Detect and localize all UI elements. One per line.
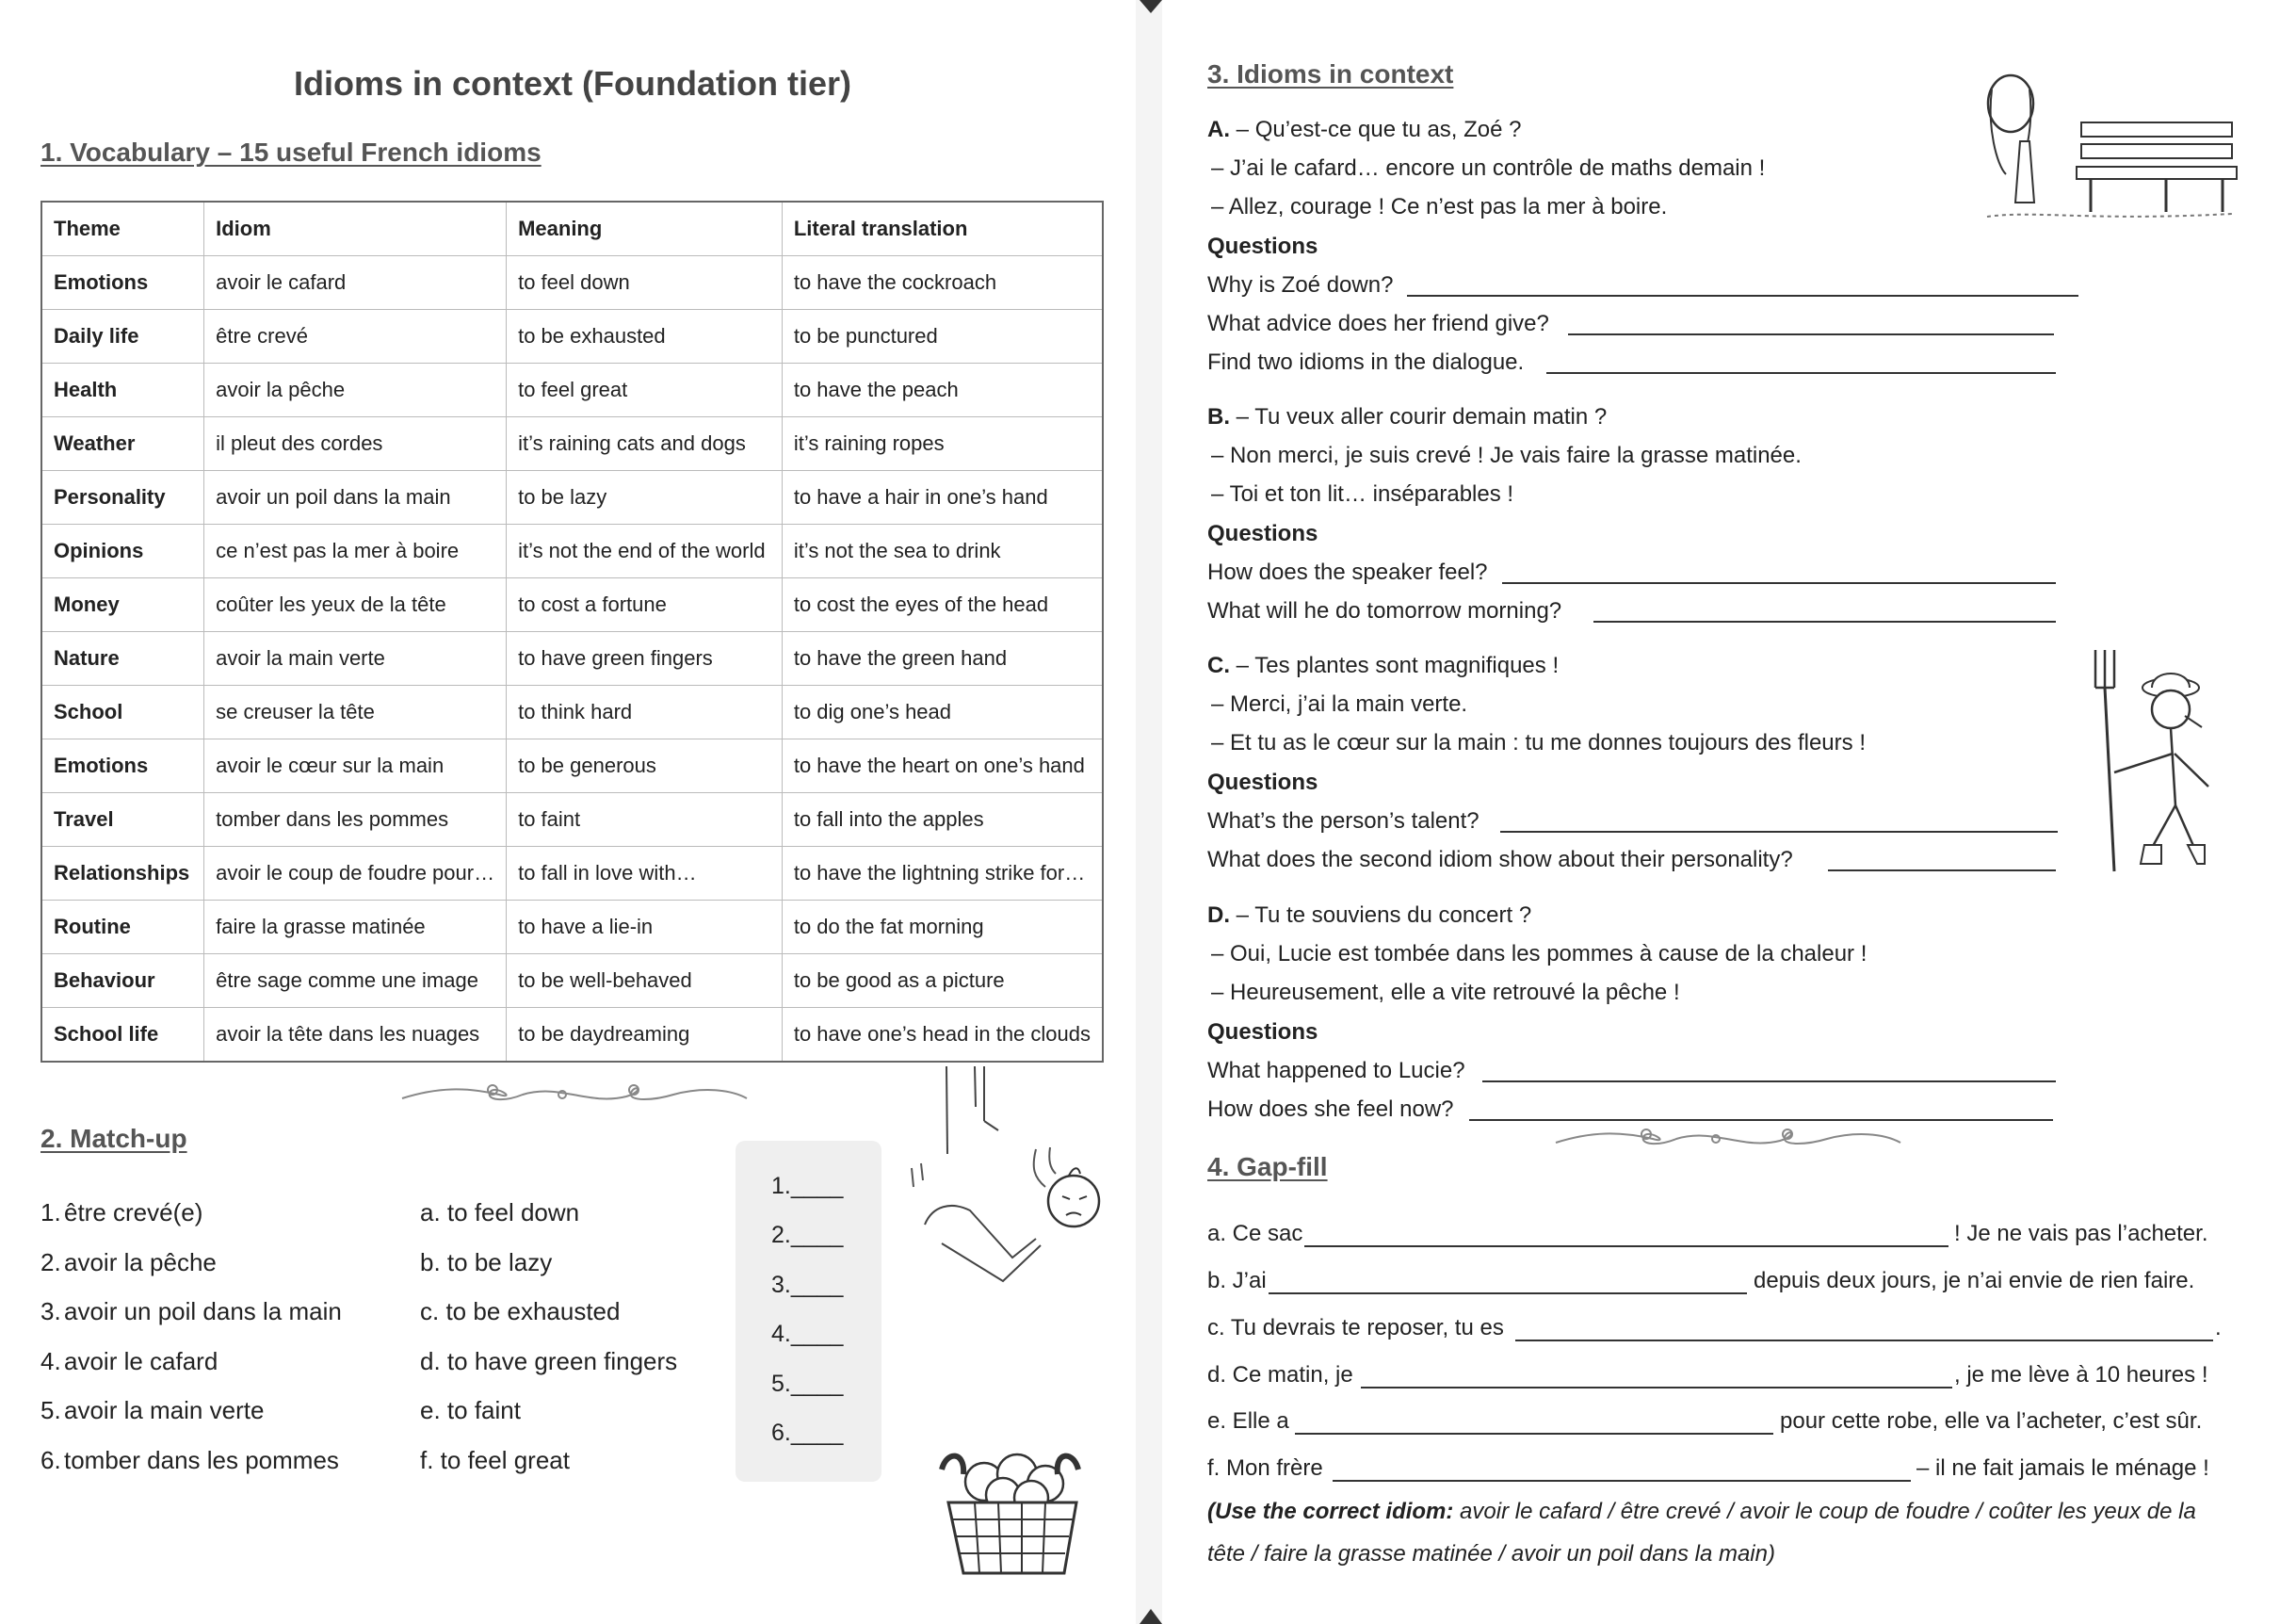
- literal-cell: to have a hair in one’s hand: [782, 471, 1103, 525]
- table-row: [41, 847, 1103, 901]
- match-left-number: 6.: [40, 1446, 61, 1474]
- theme-cell: Opinions: [41, 525, 204, 578]
- gapfill-c-blank[interactable]: [1515, 1340, 2213, 1341]
- gapfill-f-after: – il ne fait jamais le ménage !: [1916, 1455, 2209, 1481]
- table-row: [41, 1008, 1103, 1063]
- idiom-cell: coûter les yeux de la tête: [204, 578, 507, 632]
- literal-cell: to have the lightning strike for…: [782, 847, 1103, 901]
- questions-label: Questions: [1207, 770, 1318, 795]
- dialogue-c-line3: – Et tu as le cœur sur la main : tu me donnes toujours des fleurs !: [1211, 730, 1866, 755]
- dialogue-b-line2: – Non merci, je suis crevé ! Je vais faire la grasse matinée.: [1211, 443, 1802, 468]
- meaning-cell: to be exhausted: [507, 310, 783, 364]
- gapfill-b-blank[interactable]: [1269, 1292, 1747, 1294]
- questions-label: Questions: [1207, 234, 1318, 259]
- match-right-item: d. to have green fingers: [420, 1347, 678, 1375]
- question-a2: What advice does her friend give?: [1207, 311, 1549, 336]
- answer-slot[interactable]: 2.____: [771, 1222, 844, 1248]
- gapfill-hint-line2: tête / faire la grasse matinée / avoir un poil dans la main): [1207, 1541, 1775, 1567]
- gapfill-c-before: c. Tu devrais te reposer, tu es: [1207, 1315, 1504, 1340]
- dialogue-text: – Tes plantes sont magnifiques !: [1236, 653, 1560, 678]
- bottom-marker-icon: [1140, 1609, 1162, 1624]
- match-left-number: 2.: [40, 1248, 61, 1276]
- theme-cell: Personality: [41, 471, 204, 525]
- table-row: [41, 578, 1103, 632]
- page-gutter: [1136, 0, 1162, 1624]
- idiom-cell: faire la grasse matinée: [204, 901, 507, 954]
- literal-cell: to dig one’s head: [782, 686, 1103, 739]
- match-left-item: avoir la main verte: [64, 1396, 265, 1424]
- question-d2: How does she feel now?: [1207, 1096, 1454, 1122]
- table-row: [41, 417, 1103, 471]
- idiom-cell: avoir la tête dans les nuages: [204, 1008, 507, 1063]
- gapfill-a-blank[interactable]: [1304, 1245, 1948, 1247]
- question-b2: What will he do tomorrow morning?: [1207, 598, 1562, 624]
- column-header: Literal translation: [782, 202, 1103, 256]
- dialogue-d-line3: – Heureusement, elle a vite retrouvé la pêche !: [1211, 980, 1680, 1005]
- gapfill-e-before: e. Elle a: [1207, 1408, 1289, 1434]
- gapfill-hint: [1207, 1499, 2196, 1525]
- idiom-cell: se creuser la tête: [204, 686, 507, 739]
- table-row: [41, 632, 1103, 686]
- dialogue-b-letter: B.: [1207, 404, 1230, 430]
- questions-label: Questions: [1207, 1019, 1318, 1045]
- answer-line[interactable]: [1593, 621, 2056, 623]
- gapfill-d-blank[interactable]: [1361, 1387, 1952, 1389]
- section3-heading: 3. Idioms in context: [1207, 59, 1454, 89]
- answer-line[interactable]: [1500, 831, 2058, 833]
- match-left-item: être crevé(e): [64, 1198, 203, 1226]
- section2-heading: 2. Match-up: [40, 1124, 187, 1153]
- match-left-item: tomber dans les pommes: [64, 1446, 339, 1474]
- meaning-cell: to feel down: [507, 256, 783, 310]
- meaning-cell: it’s not the end of the world: [507, 525, 783, 578]
- question-a3: Find two idioms in the dialogue.: [1207, 349, 1525, 375]
- theme-cell: Relationships: [41, 847, 204, 901]
- table-row: [41, 310, 1103, 364]
- literal-cell: to do the fat morning: [782, 901, 1103, 954]
- match-left-item: avoir le cafard: [64, 1347, 218, 1375]
- theme-cell: Money: [41, 578, 204, 632]
- dialogue-c-letter: C.: [1207, 653, 1230, 678]
- literal-cell: it’s not the sea to drink: [782, 525, 1103, 578]
- question-a1: Why is Zoé down?: [1207, 272, 1394, 298]
- gapfill-e-blank[interactable]: [1295, 1433, 1773, 1435]
- gapfill-d-after: , je me lève à 10 heures !: [1954, 1362, 2208, 1388]
- gapfill-c-after: .: [2215, 1315, 2222, 1340]
- theme-cell: School: [41, 686, 204, 739]
- literal-cell: to be good as a picture: [782, 954, 1103, 1008]
- meaning-cell: to fall in love with…: [507, 847, 783, 901]
- answer-line[interactable]: [1482, 1080, 2056, 1082]
- gapfill-b-before: b. J’ai: [1207, 1268, 1267, 1293]
- meaning-cell: to be lazy: [507, 471, 783, 525]
- theme-cell: Emotions: [41, 256, 204, 310]
- gapfill-f-before: f. Mon frère: [1207, 1455, 1323, 1481]
- gapfill-d-before: d. Ce matin, je: [1207, 1362, 1353, 1388]
- table-row: [41, 739, 1103, 793]
- hint-bold: (Use the correct idiom:: [1207, 1499, 1454, 1524]
- idiom-cell: avoir la main verte: [204, 632, 507, 686]
- vocabulary-table: [40, 201, 1104, 1063]
- meaning-cell: to be generous: [507, 739, 783, 793]
- table-header-row: [41, 202, 1103, 256]
- literal-cell: it’s raining ropes: [782, 417, 1103, 471]
- literal-cell: to have the green hand: [782, 632, 1103, 686]
- table-row: [41, 954, 1103, 1008]
- idiom-cell: avoir la pêche: [204, 364, 507, 417]
- answer-slot[interactable]: 1.____: [771, 1173, 844, 1199]
- match-left-item: avoir un poil dans la main: [64, 1297, 342, 1325]
- table-row: [41, 793, 1103, 847]
- gapfill-e-after: pour cette robe, elle va l’acheter, c’est sûr.: [1780, 1408, 2203, 1434]
- column-header: Idiom: [204, 202, 507, 256]
- idiom-cell: tomber dans les pommes: [204, 793, 507, 847]
- answer-line[interactable]: [1469, 1119, 2053, 1121]
- table-row: [41, 525, 1103, 578]
- dialogue-a-line3: – Allez, courage ! Ce n’est pas la mer à boire.: [1211, 194, 1668, 219]
- answer-line[interactable]: [1828, 869, 2056, 871]
- literal-cell: to be punctured: [782, 310, 1103, 364]
- answer-slot[interactable]: 3.____: [771, 1272, 844, 1298]
- idiom-cell: avoir le coup de foudre pour…: [204, 847, 507, 901]
- answer-line[interactable]: [1568, 333, 2054, 335]
- theme-cell: Health: [41, 364, 204, 417]
- answer-slot[interactable]: 5.____: [771, 1371, 844, 1397]
- top-marker-icon: [1140, 0, 1162, 13]
- answer-line[interactable]: [1546, 372, 2056, 374]
- dialogue-a-letter: A.: [1207, 117, 1230, 142]
- dialogue-a-line1: [1207, 117, 1522, 143]
- literal-cell: to cost the eyes of the head: [782, 578, 1103, 632]
- table-row: [41, 364, 1103, 417]
- column-header: Theme: [41, 202, 204, 256]
- meaning-cell: it’s raining cats and dogs: [507, 417, 783, 471]
- meaning-cell: to have green fingers: [507, 632, 783, 686]
- theme-cell: Nature: [41, 632, 204, 686]
- theme-cell: Routine: [41, 901, 204, 954]
- gapfill-a-before: a. Ce sac: [1207, 1221, 1303, 1246]
- match-left-number: 3.: [40, 1297, 61, 1325]
- match-right-item: e. to faint: [420, 1396, 521, 1424]
- literal-cell: to have the cockroach: [782, 256, 1103, 310]
- question-d1: What happened to Lucie?: [1207, 1058, 1465, 1083]
- dialogue-d-line1: [1207, 902, 1531, 929]
- theme-cell: Daily life: [41, 310, 204, 364]
- idiom-cell: avoir un poil dans la main: [204, 471, 507, 525]
- section1-heading: 1. Vocabulary – 15 useful French idioms: [40, 138, 542, 167]
- idiom-cell: avoir le cafard: [204, 256, 507, 310]
- literal-cell: to have one’s head in the clouds: [782, 1008, 1103, 1063]
- dialogue-text: – Tu veux aller courir demain matin ?: [1236, 404, 1608, 430]
- dialogue-text: – Tu te souviens du concert ?: [1236, 902, 1532, 928]
- theme-cell: School life: [41, 1008, 204, 1063]
- match-left-number: 5.: [40, 1396, 61, 1424]
- question-c2: What does the second idiom show about their personality?: [1207, 847, 1793, 872]
- page-title: Idioms in context (Foundation tier): [294, 64, 851, 103]
- idiom-cell: être crevé: [204, 310, 507, 364]
- theme-cell: Behaviour: [41, 954, 204, 1008]
- meaning-cell: to have a lie-in: [507, 901, 783, 954]
- literal-cell: to have the peach: [782, 364, 1103, 417]
- match-right-item: b. to be lazy: [420, 1248, 553, 1276]
- column-header: Meaning: [507, 202, 783, 256]
- girl-bench-icon: [1978, 71, 2241, 231]
- idiom-cell: ce n’est pas la mer à boire: [204, 525, 507, 578]
- table-row: [41, 686, 1103, 739]
- dialogue-c-line2: – Merci, j’ai la main verte.: [1211, 691, 1468, 717]
- hint-text: avoir le cafard / être crevé / avoir le coup de foudre / coûter les yeux de la: [1453, 1499, 2196, 1524]
- match-right-item: f. to feel great: [420, 1446, 570, 1474]
- idiom-cell: avoir le cœur sur la main: [204, 739, 507, 793]
- match-right-item: a. to feel down: [420, 1198, 580, 1226]
- farmer-pitchfork-icon: [2086, 645, 2237, 881]
- swirl-divider-icon: [1554, 1126, 1902, 1160]
- gapfill-b-after: depuis deux jours, je n’ai envie de rien faire.: [1754, 1268, 2195, 1293]
- table-row: [41, 256, 1103, 310]
- meaning-cell: to be daydreaming: [507, 1008, 783, 1063]
- dialogue-text: – Qu’est-ce que tu as, Zoé ?: [1236, 117, 1522, 142]
- answer-slot[interactable]: 6.____: [771, 1420, 844, 1446]
- idiom-cell: être sage comme une image: [204, 954, 507, 1008]
- gapfill-a-after: ! Je ne vais pas l’acheter.: [1954, 1221, 2208, 1246]
- answer-slot[interactable]: 4.____: [771, 1321, 844, 1347]
- answer-line[interactable]: [1502, 582, 2056, 584]
- literal-cell: to have the heart on one’s hand: [782, 739, 1103, 793]
- theme-cell: Weather: [41, 417, 204, 471]
- dialogue-b-line3: – Toi et ton lit… inséparables !: [1211, 481, 1514, 507]
- fainting-person-icon: [904, 1064, 1121, 1286]
- swirl-divider-icon: [400, 1081, 749, 1115]
- theme-cell: Emotions: [41, 739, 204, 793]
- idiom-cell: il pleut des cordes: [204, 417, 507, 471]
- apple-basket-icon: [937, 1446, 1088, 1583]
- dialogue-d-letter: D.: [1207, 902, 1230, 928]
- theme-cell: Travel: [41, 793, 204, 847]
- meaning-cell: to faint: [507, 793, 783, 847]
- gapfill-f-blank[interactable]: [1333, 1480, 1911, 1482]
- meaning-cell: to be well-behaved: [507, 954, 783, 1008]
- answer-line[interactable]: [1407, 295, 2078, 297]
- section4-heading: 4. Gap-fill: [1207, 1152, 1328, 1181]
- question-c1: What’s the person’s talent?: [1207, 808, 1479, 834]
- dialogue-b-line1: [1207, 404, 1607, 430]
- questions-label: Questions: [1207, 521, 1318, 546]
- meaning-cell: to cost a fortune: [507, 578, 783, 632]
- table-row: [41, 901, 1103, 954]
- dialogue-d-line2: – Oui, Lucie est tombée dans les pommes à cause de la chaleur !: [1211, 941, 1868, 966]
- table-row: [41, 471, 1103, 525]
- dialogue-a-line2: – J’ai le cafard… encore un contrôle de maths demain !: [1211, 155, 1766, 181]
- match-right-item: c. to be exhausted: [420, 1297, 621, 1325]
- literal-cell: to fall into the apples: [782, 793, 1103, 847]
- match-left-number: 4.: [40, 1347, 61, 1375]
- question-b1: How does the speaker feel?: [1207, 560, 1488, 585]
- match-left-number: 1.: [40, 1198, 61, 1226]
- dialogue-c-line1: [1207, 653, 1559, 679]
- match-left-item: avoir la pêche: [64, 1248, 217, 1276]
- meaning-cell: to think hard: [507, 686, 783, 739]
- meaning-cell: to feel great: [507, 364, 783, 417]
